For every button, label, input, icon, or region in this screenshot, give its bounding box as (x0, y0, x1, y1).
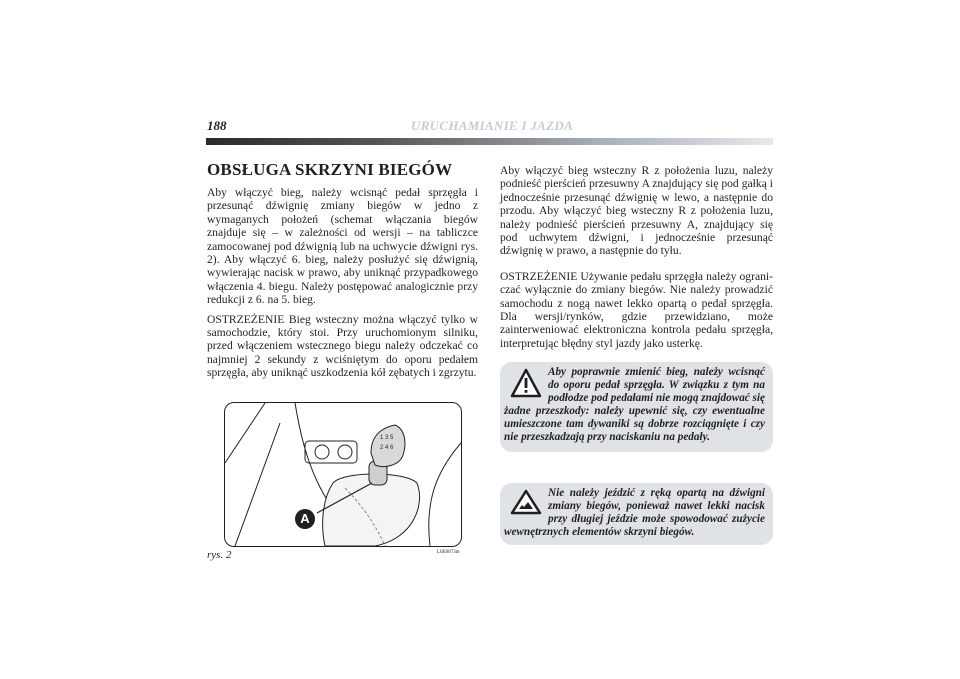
paragraph-clutch-warning: OSTRZEŻENIE Używanie pedału sprzęgła należy ograniczać wyłącznie do zmiany biegów. Nie należy prowadzić samochodu z nogą nawet lekko opartą o pedał sprzęgła. Dla wersji/rynków, gdzie przewidziano, może zainterweniować elektroniczna kontrola pedału sprzęgła, interpretując błędny styl jazdy jako usterkę. (500, 269, 773, 350)
warning-box-hand-on-lever (500, 483, 773, 545)
page-number: 188 (207, 118, 227, 133)
right-column (500, 164, 773, 362)
svg-text:1 3 5: 1 3 5 (380, 435, 394, 441)
callout-a-label: A (300, 511, 310, 526)
warning-triangle-icon (510, 368, 542, 402)
paragraph-gear-shift: Aby włączyć bieg, należy wcisnąć pedał sprzęgła i przesunąć dźwignię zmiany biegów w jedno z wymaganych położeń (schemat włączania biegów znajduje się – w zależności od wersji – na tabliczce zamocowanej pod dźwignią lub na uchwycie dźwigni rys. 2). Aby włączyć 6. bieg, należy posłużyć się dźwignią, wywierając nacisk w prawo, aby uniknąć przypadkowego włączenia 4. biegu. Należy postępować analogicznie przy redukcji z 6. na 5. bieg. (207, 186, 478, 307)
warning-box-clutch (500, 362, 773, 452)
warning-text-clutch: Aby poprawnie zmienić bieg, należy wcisnąć do oporu pedał sprzęgła. W związku z tym na podłodze pod pedałami nie mogą znajdować się żadne przeszkody: należy upewnić się, czy ewentualne umieszczone tam dywaniki są dobrze rozciągnięte i czy nie przeszkadzają przy naciskaniu na pedały. (504, 366, 765, 444)
environment-warning-icon (510, 489, 542, 519)
paragraph-reverse-warning: OSTRZEŻENIE Bieg wsteczny można włączyć tylko w samochodzie, który stoi. Przy uruchomionym silniku, przed włączeniem wstecznego biegu należy odczekać co najmniej 2 sekundy z wciśniętym do oporu pedałem sprzęgła, aby uniknąć uszkodzenia kół zębatych i zgrzytu. (207, 312, 478, 380)
gear-lever-illustration (225, 403, 461, 546)
header-rule (206, 138, 773, 145)
figure-code: L0E0073m (437, 550, 460, 555)
section-heading: OBSŁUGA SKRZYNI BIEGÓW (207, 160, 453, 179)
chapter-title: URUCHAMIANIE I JAZDA (411, 118, 574, 133)
figure-caption: rys. 2 (207, 549, 232, 561)
warning-text-hand-on-lever: Nie należy jeździć z ręką opartą na dźwigni zmiany biegów, ponieważ nawet lekki nacisk przy długiej jeździe może spowodować zużycie wewnętrznych elementów skrzyni biegów. (504, 487, 765, 539)
left-column (207, 186, 478, 386)
paragraph-reverse-gear: Aby włączyć bieg wsteczny R z położenia luzu, należy podnieść pierścień przesuwny A znajdujący się pod gałką i jednocześnie przesunąć dźwignię w lewo, a następnie do przodu. Aby włączyć bieg wsteczny R z położenia luzu, należy podnieść pierścień przesuwny A, znajdujący się pod uchwytem dźwigni, i jednocześnie przesunąć dźwignię w prawo, a następnie do tyłu. (500, 164, 773, 258)
gear-lever-figure (224, 402, 462, 547)
svg-text:2 4 6: 2 4 6 (380, 445, 394, 451)
